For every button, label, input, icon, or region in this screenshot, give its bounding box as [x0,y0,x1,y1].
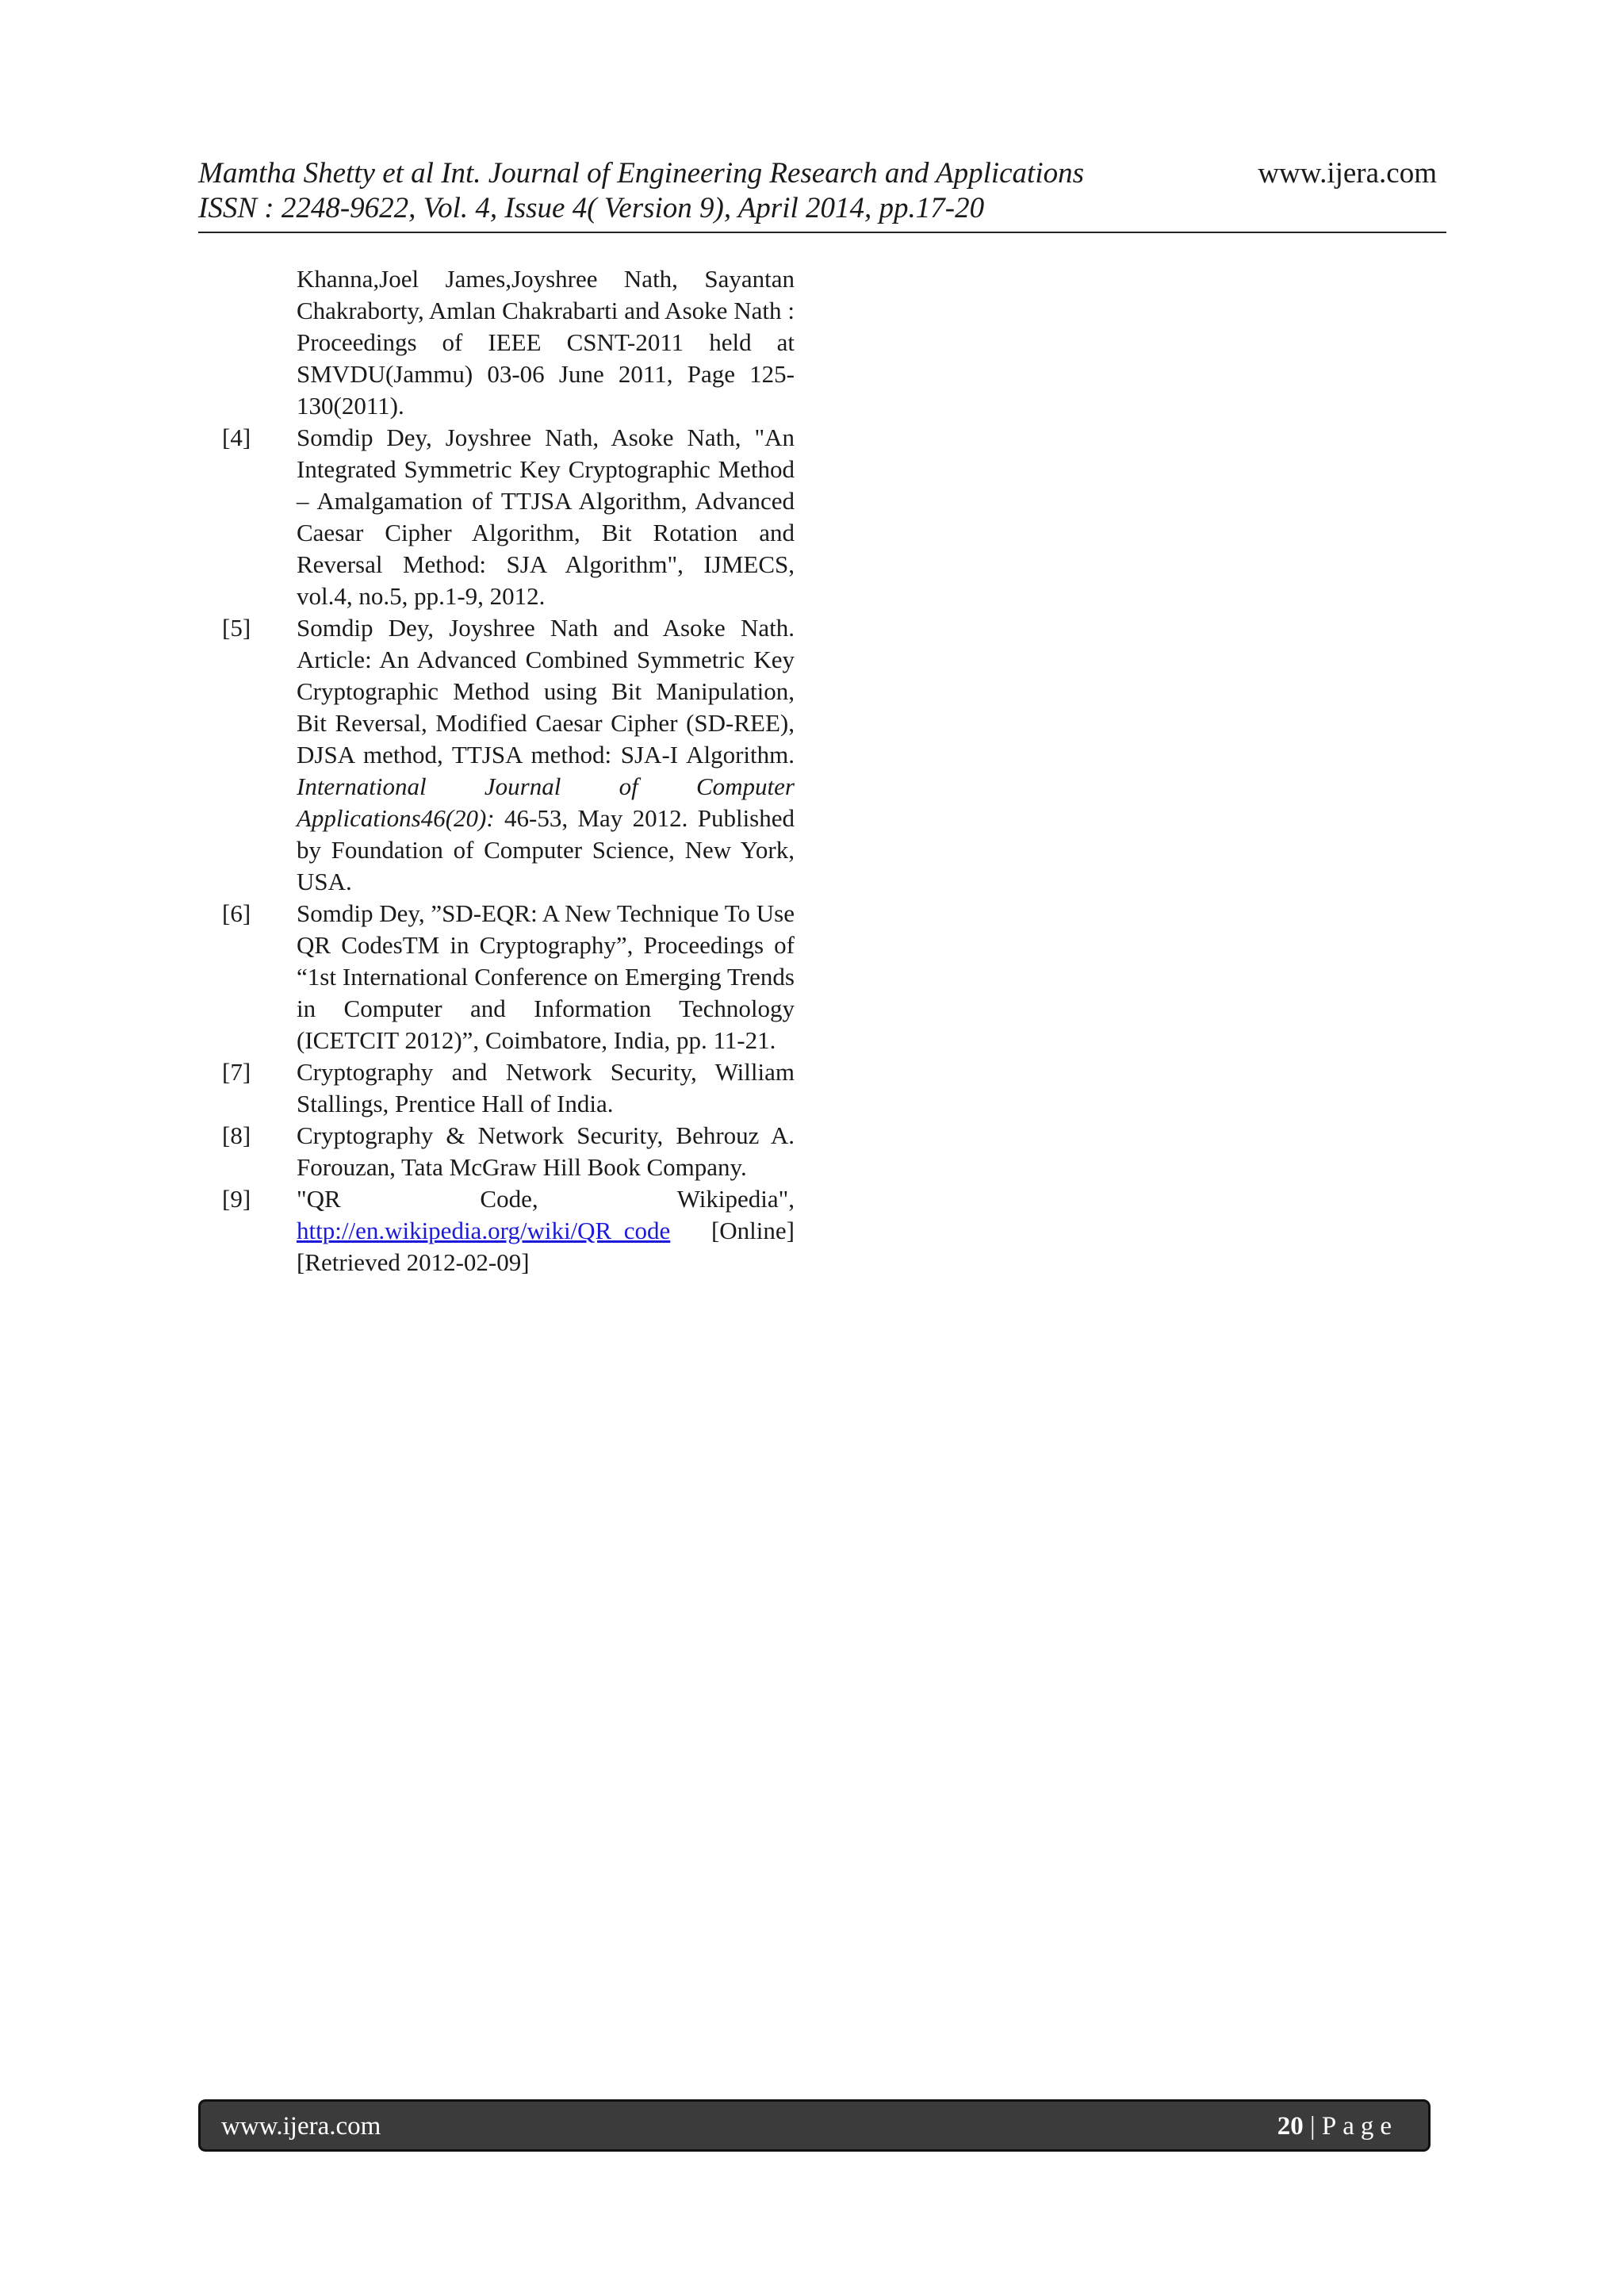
reference-number: [5] [222,614,251,642]
page-header [198,155,1446,233]
reference-text-part: "QR Code, Wikipedia", [297,1185,795,1213]
header-website: www.ijera.com [1258,157,1437,190]
reference-text-part: [Online] [Retrieved 2012-02-09] [297,1217,795,1276]
reference-number: [4] [222,424,251,451]
reference-text-part: 46-53, May 2012. Published by Foundation of Computer Science, New York, USA. [297,804,795,895]
reference-item [219,422,795,612]
reference-list [219,263,795,1278]
page-number: 20 [1277,2112,1304,2141]
wikipedia-link[interactable]: http://en.wikipedia.org/wiki/QR_code [297,1217,671,1244]
page-footer [198,2099,1431,2152]
reference-number: [6] [222,899,251,927]
reference-item [219,1056,795,1120]
reference-item [219,1120,795,1183]
reference-text: Cryptography and Network Security, William Stallings, Prentice Hall of India. [297,1058,795,1117]
journal-title: Mamtha Shetty et al Int. Journal of Engineering Research and Applications [198,157,1085,190]
reference-text: Somdip Dey, ”SD-EQR: A New Technique To Use QR CodesTM in Cryptography”, Proceedings of “1st International Conference on Emerging Trends in Computer and Information Technology (ICETCIT 2012)”, Coimbatore, India, pp. 11-21. [297,899,795,1054]
reference-text: Cryptography & Network Security, Behrouz A. Forouzan, Tata McGraw Hill Book Company. [297,1121,795,1181]
journal-citation: International Journal of Computer Applications46(20): [297,772,795,832]
page-label: Page [1321,2112,1398,2141]
footer-website: www.ijera.com [221,2112,381,2141]
reference-item [219,898,795,1056]
reference-number: [7] [222,1058,251,1086]
reference-number: [8] [222,1121,251,1149]
reference-text: Khanna,Joel James,Joyshree Nath, Sayantan Chakraborty, Amlan Chakrabarti and Asoke Nath : Proceedings of IEEE CSNT-2011 held at SMVDU(Jammu) 03-06 June 2011, Page 125-130(2011). [297,265,795,420]
reference-item [219,1183,795,1278]
page-indicator [1277,2110,1398,2143]
reference-text [297,1183,795,1278]
reference-text-part: Somdip Dey, Joyshree Nath and Asoke Nath. Article: An Advanced Combined Symmetric Key Cryptographic Method using Bit Manipulation, Bit Reversal, Modified Caesar Cipher (SD-REE), DJSA method, TTJSA method: SJA-I Algorithm. [297,614,795,769]
reference-item [219,612,795,898]
reference-number: [9] [222,1185,251,1213]
issn-line: ISSN : 2248-9622, Vol. 4, Issue 4( Version 9), April 2014, pp.17-20 [198,192,985,224]
reference-text: Somdip Dey, Joyshree Nath, Asoke Nath, "An Integrated Symmetric Key Cryptographic Method – Amalgamation of TTJSA Algorithm, Advanced Caesar Cipher Algorithm, Bit Rotation and Reversal Method: SJA Algorithm", IJMECS, vol.4, no.5, pp.1-9, 2012. [297,424,795,610]
reference-item [219,263,795,422]
page-separator: | [1303,2112,1322,2141]
reference-text [297,612,795,898]
